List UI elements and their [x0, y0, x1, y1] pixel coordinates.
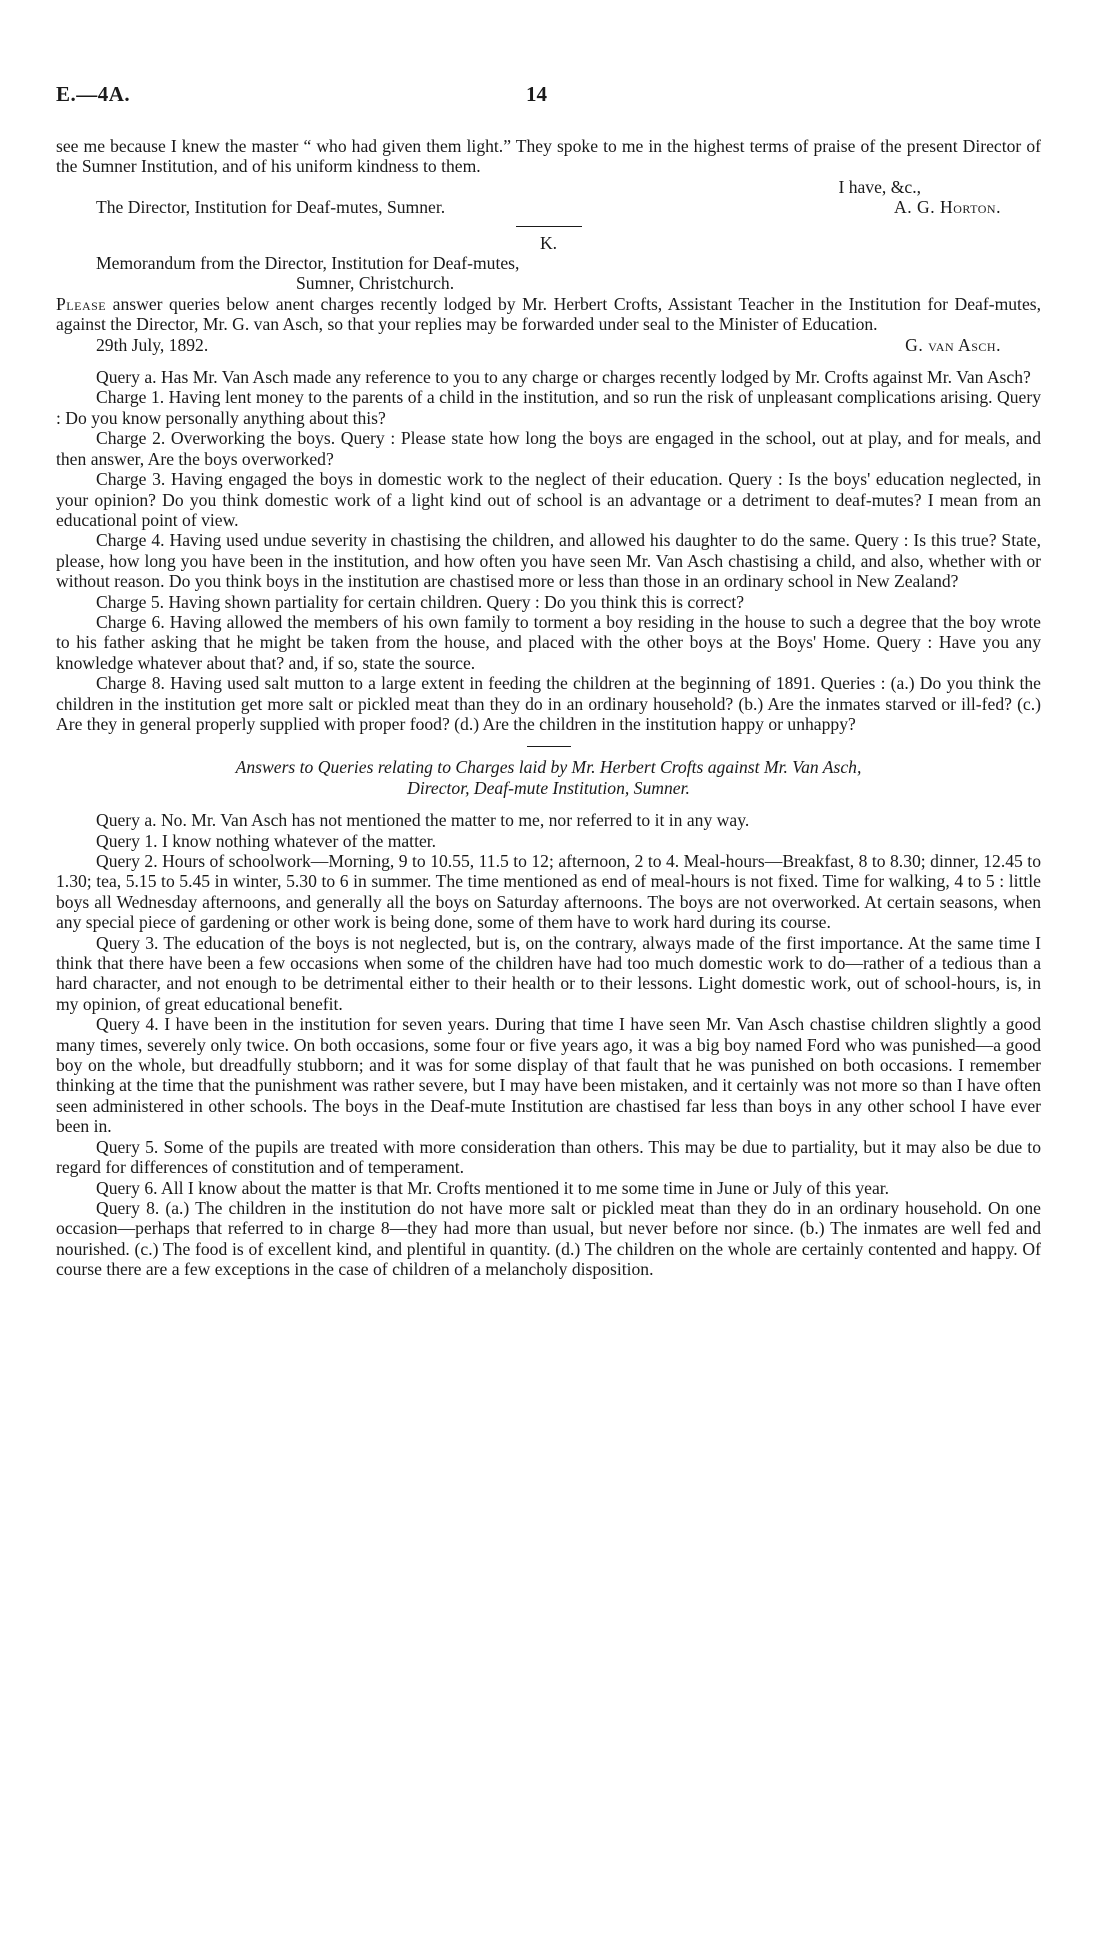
spacer — [56, 798, 1041, 810]
letter-closing-row — [56, 177, 1041, 197]
page-number: 14 — [526, 82, 547, 106]
memo-from-line: Memorandum from the Director, Institution for Deaf-mutes, — [96, 253, 520, 274]
memo-charge-8: Charge 8. Having used salt mutton to a large extent in feeding the children at the beginning of 1891. Queries : (a.) Do you think the children in the institution get more salt or pickled meat than they do in an ordinary household? (b.) Are the inmates starved or ill-fed? (c.) Are they in general properly supplied with proper food? (d.) Are the children in the institution happy or unhappy? — [56, 673, 1041, 734]
answer-query-1: Query 1. I know nothing whatever of the matter. — [96, 830, 437, 851]
memo-charge-3: Charge 3. Having engaged the boys in domestic work to the neglect of their education. Query : Is the boys' education neglected, in your opinion? Do you think domestic work of a light kind out of school is an advantage or a detriment to deaf-mutes? I mean from an educational point of view. — [56, 469, 1041, 530]
letter-signature-row — [56, 197, 1041, 217]
section-letter: K. — [539, 232, 558, 253]
memo-from-line-2: Sumner, Christchurch. — [296, 273, 455, 294]
memo-charge-6: Charge 6. Having allowed the members of his own family to torment a boy residing in the house to such a degree that the boy wrote to his father asking that he might be taken from the house, and placed with the other boys at the Boys' Home. Query : Have you any knowledge whatever about that? and, if so, state the source. — [56, 611, 1041, 673]
answers-title — [56, 757, 1041, 798]
letter-closing-paragraph: see me because I knew the master “ who had given them light.” They spoke to me in the highest terms of praise of the present Director of the Sumner Institution, and of his uniform kindness to them. — [56, 136, 1041, 177]
memo-date: 29th July, 1892. — [96, 334, 209, 355]
memo-charge-5: Charge 5. Having shown partiality for certain children. Query : Do you think this is correct? — [96, 591, 745, 612]
document-reference: E.—4A. — [56, 82, 131, 106]
memo-date-row — [56, 335, 1041, 355]
answer-query-3: Query 3. The education of the boys is not neglected, but is, on the contrary, always made of the first importance. At the same time I think that there have been a few occasions when some of the children have had too much domestic work to do—rather of a tedious than a hard character, and not enough to be detrimental either to their health or to their lessons. Light domestic work, out of school-hours, is, in my opinion, of great educational benefit. — [56, 932, 1041, 1014]
answer-query-4: Query 4. I have been in the institution for seven years. During that time I have seen Mr. Van Asch chastise children slightly a good many times, severely only twice. On both occasions, some four or five years ago, it was a big boy named Ford who was punished—a good boy on the whole, but dreadfully stubborn; and it was for some display of that fault that he was punished on both occasions. I remember thinking at the time that the punishment was rather severe, but I may have been mistaken, and it certainly was not more so than I have often seen administered in other schools. The boys in the Deaf-mute Institution are chastised far less than boys in any other school I have ever been in. — [56, 1014, 1041, 1137]
memo-charge-1: Charge 1. Having lent money to the parents of a child in the institution, and so run the risk of unpleasant complications arising. Query : Do you know personally anything about this? — [56, 387, 1041, 428]
answer-query-2: Query 2. Hours of schoolwork—Morning, 9 to 10.55, 11.5 to 12; afternoon, 2 to 4. Meal-hours—Breakfast, 8 to 8.30; dinner, 12.45 to 1.30; tea, 5.15 to 5.45 in winter, 5.30 to 6 in summer. The time mentioned as end of meal-hours is not fixed. Time for walking, 4 to 5 : little boys all Wednesday afternoons, and generally all the boys on Saturday afternoons. The boys are not overworked. At certain seasons, when any special piece of gardening or other work is being done, some of them have to work hard during its course. — [56, 851, 1041, 933]
answer-query-6: Query 6. All I know about the matter is that Mr. Crofts mentioned it to me some time in June or July of this year. — [96, 1177, 890, 1198]
letter-signature: A. G. Horton. — [893, 197, 1001, 218]
section-divider — [516, 226, 582, 227]
memo-intro-text: answer queries below anent charges recently lodged by Mr. Herbert Crofts, Assistant Teacher in the Institution for Deaf-mutes, against the Director, Mr. G. van Asch, so that your replies may be forwarded under seal to the Minister of Education. — [56, 293, 1041, 335]
spacer — [56, 355, 1041, 367]
memo-charge-2: Charge 2. Overworking the boys. Query : Please state how long the boys are engaged in the school, out at play, and for meals, and then answer, Are the boys overworked? — [56, 428, 1041, 469]
answers-title-line-1: Answers to Queries relating to Charges laid by Mr. Herbert Crofts against Mr. Van Asch, — [235, 757, 862, 778]
answers-title-line-2: Director, Deaf-mute Institution, Sumner. — [407, 777, 690, 798]
memo-charge-4: Charge 4. Having used undue severity in chastising the children, and allowed his daughter to do the same. Query : Is this true? State, please, how long you have been in the institution, and how often you have seen Mr. Van Asch chastising a child, and also, whether with or without reason. Do you think boys in the institution are chastised more or less than those in an ordinary school in New Zealand? — [56, 530, 1041, 592]
letter-addressee: The Director, Institution for Deaf-mutes, Sumner. — [96, 197, 446, 218]
answer-query-8: Query 8. (a.) The children in the institution do not have more salt or pickled meat than they do in an ordinary household. On one occasion—perhaps that referred to in charge 8—they had more than usual, but never before nor since. (b.) The inmates are well fed and nourished. (c.) The food is of excellent kind, and plentiful in quantity. (d.) The children on the whole are certainly contented and happy. Of course there are a few exceptions in the case of children of a melancholy disposition. — [56, 1197, 1041, 1280]
memo-query-a: Query a. Has Mr. Van Asch made any reference to you to any charge or charges recently lodged by Mr. Crofts against Mr. Van Asch? — [96, 367, 1031, 388]
page-header — [56, 82, 1041, 112]
answer-query-a: Query a. No. Mr. Van Asch has not mentioned the matter to me, nor referred to it in any way. — [96, 810, 750, 831]
answers-divider — [527, 746, 571, 747]
page-content — [56, 136, 1041, 1280]
letter-closing: I have, &c., — [838, 176, 921, 197]
answer-query-5: Query 5. Some of the pupils are treated with more consideration than others. This may be due to partiality, but it may also be due to regard for differences of constitution and of temperament. — [56, 1136, 1041, 1178]
memo-signature: G. van Asch. — [905, 334, 1001, 355]
memo-intro — [56, 294, 1041, 335]
memo-please: Please — [56, 293, 107, 314]
